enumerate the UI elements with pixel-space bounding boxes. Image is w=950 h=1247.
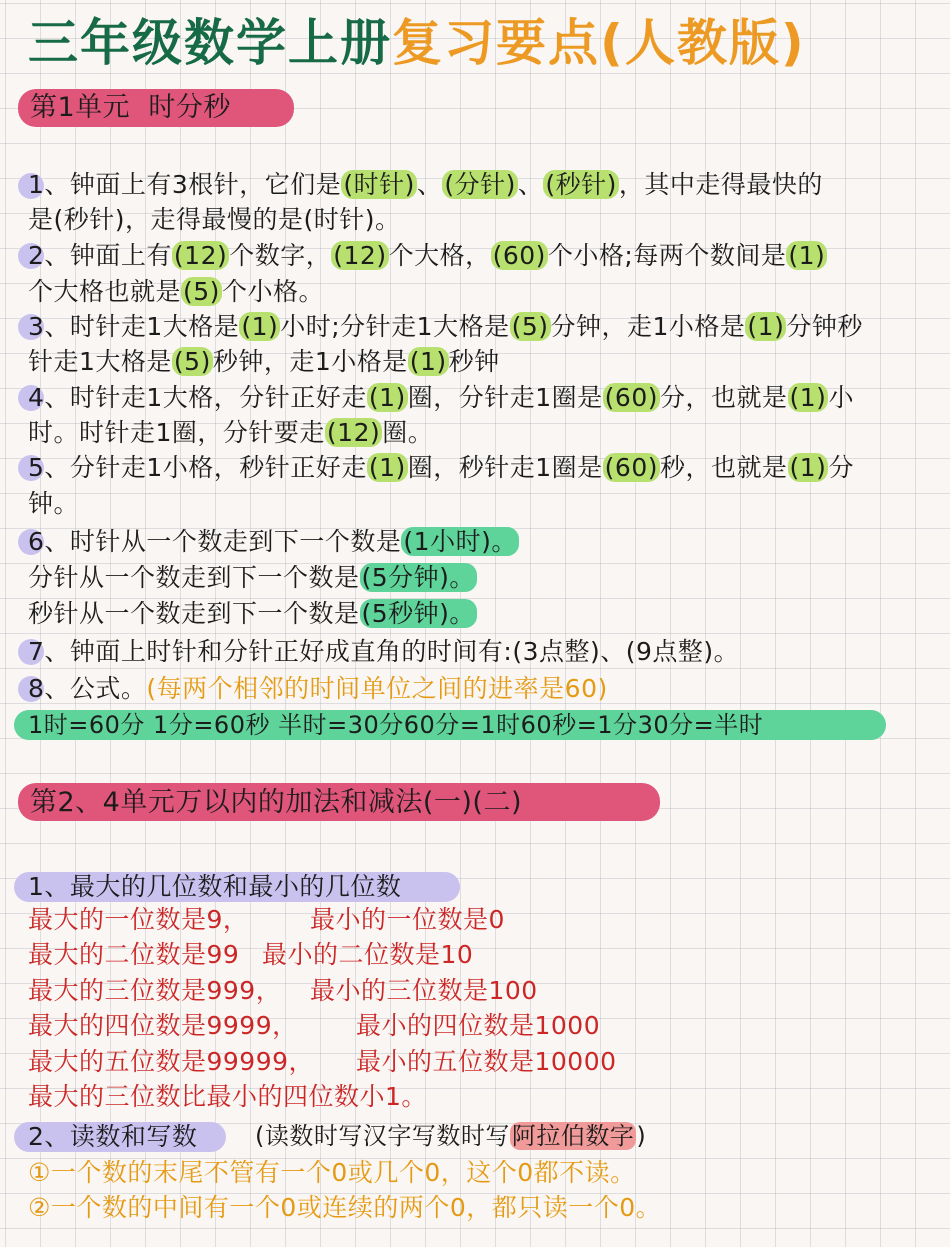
unit1-line-15: 8、公式。(每两个相邻的时间单位之间的进率是60) xyxy=(28,674,608,703)
unit1-formula: 1时=60分 1分=60秒 半时=30分60分=1时60秒=1分30分=半时 xyxy=(28,711,764,739)
unit1-line-8: 时。时针走1圈，分针要走(12)圈。 xyxy=(28,418,434,447)
title-part-review: 复习要点(人教版) xyxy=(392,14,806,72)
min-two-digit: 最小的二位数是10 xyxy=(262,940,474,969)
max-five-digit: 最大的五位数是99999， xyxy=(28,1047,315,1076)
unit1-line-13: 秒针从一个数走到下一个数是(5秒钟)。 xyxy=(28,599,475,628)
unit1-line-2: 是(秒针)，走得最慢的是(时针)。 xyxy=(28,205,401,234)
unit1-line-7: 4、时针走1大格，分针正好走(1)圈，分针走1圈是(60)分，也就是(1)小 xyxy=(28,383,854,412)
unit1-line-5: 3、时针走1大格是(1)小时;分针走1大格是(5)分钟，走1小格是(1)分钟秒 xyxy=(28,312,863,341)
unit1-line-4: 个大格也就是(5)个小格。 xyxy=(28,277,324,306)
title-part-grade: 三年级数学上册 xyxy=(28,14,392,72)
min-three-digit: 最小的三位数是100 xyxy=(310,976,538,1005)
unit2-sub1: 1、最大的几位数和最小的几位数 xyxy=(28,872,402,901)
min-four-digit: 最小的四位数是1000 xyxy=(356,1011,601,1040)
max-three-digit: 最大的三位数是999， xyxy=(28,976,282,1005)
unit2-sub2: 2、读数和写数 xyxy=(28,1122,198,1151)
rule-2: ②一个数的中间有一个0或连续的两个0，都只读一个0。 xyxy=(28,1193,662,1222)
unit1-line-6: 针走1大格是(5)秒钟，走1小格是(1)秒钟 xyxy=(28,347,500,376)
unit1-line-10: 钟。 xyxy=(28,489,80,518)
unit1-line-1: 1、钟面上有3根针，它们是(时针)、(分针)、(秒针)，其中走得最快的 xyxy=(28,170,823,199)
max-four-digit: 最大的四位数是9999， xyxy=(28,1011,298,1040)
unit1-formula-note: (每两个相邻的时间单位之间的进率是60) xyxy=(146,674,608,703)
unit1-line-9: 5、分针走1小格，秒针正好走(1)圈，秒针走1圈是(60)秒，也就是(1)分 xyxy=(28,453,854,482)
unit2-header: 第2、4单元万以内的加法和减法(一)(二) xyxy=(30,787,522,818)
unit1-line-11: 6、时针从一个数走到下一个数是(1小时)。 xyxy=(28,527,517,556)
unit1-line-3: 2、钟面上有(12)个数字，(12)个大格，(60)个小格;每两个数间是(1) xyxy=(28,241,826,270)
rule-1: ①一个数的末尾不管有一个0或几个0，这个0都不读。 xyxy=(28,1158,636,1187)
max-one-digit: 最大的一位数是9， xyxy=(28,905,249,934)
unit1-line-12: 分针从一个数走到下一个数是(5分钟)。 xyxy=(28,563,475,592)
min-five-digit: 最小的五位数是10000 xyxy=(356,1047,617,1076)
page-title xyxy=(28,14,806,72)
unit1-line-14: 7、钟面上时针和分针正好成直角的时间有:(3点整)、(9点整)。 xyxy=(28,637,740,666)
max-two-digit: 最大的二位数是99 xyxy=(28,940,240,969)
min-one-digit: 最小的一位数是0 xyxy=(310,905,505,934)
unit1-header: 第1单元 时分秒 xyxy=(30,92,231,123)
unit2-sub2-note: (读数时写汉字写数时写阿拉伯数字) xyxy=(255,1122,647,1150)
compare-line: 最大的三位数比最小的四位数小1。 xyxy=(28,1082,427,1111)
